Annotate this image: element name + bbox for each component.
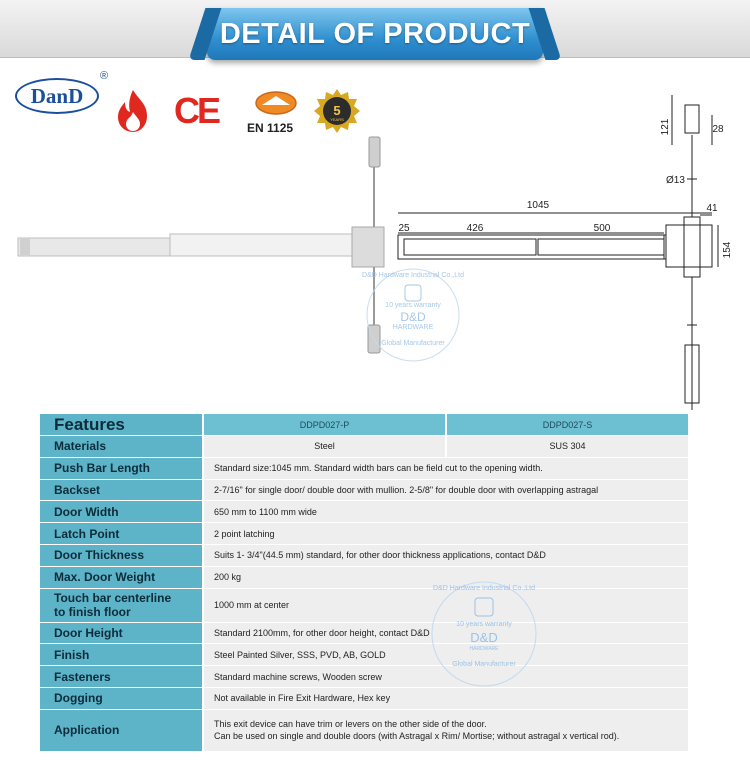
watermark-brand: D&D — [400, 310, 426, 324]
watermark2-company: D&D Hardware Industrial Co.,Ltd — [433, 585, 535, 592]
table-header-row — [40, 414, 688, 436]
table-row — [40, 523, 688, 545]
row-value: Standard 2100mm, for other door height, contact D&D — [202, 623, 688, 645]
table-row — [40, 458, 688, 480]
row-value: 1000 mm at center — [202, 589, 688, 623]
row-value: Standard machine screws, Wooden screw — [202, 666, 688, 688]
table-row — [40, 666, 688, 688]
table-row — [40, 589, 688, 623]
row-label: Door Height — [40, 623, 202, 645]
application-line1: This exit device can have trim or levers on the other side of the door. — [214, 719, 487, 730]
table-row — [40, 644, 688, 666]
row-value: Not available in Fire Exit Hardware, Hex key — [202, 688, 688, 710]
watermark2-brand: D&D — [470, 630, 498, 645]
table-row — [40, 480, 688, 502]
watermark-hardware: HARDWARE — [392, 324, 434, 331]
dim-121: 121 — [660, 118, 671, 136]
title-banner — [207, 8, 543, 60]
touchbar-label-line1: Touch bar centerline — [54, 591, 172, 606]
model-p-heading: DDPD027-P — [202, 414, 445, 436]
watermark-global: Global Manufacturer — [381, 340, 445, 347]
watermark-warranty: 10 years warranty — [385, 302, 441, 309]
brand-logo: DanD — [15, 78, 99, 114]
table-watermark — [424, 574, 544, 694]
material-p-value: Steel — [202, 436, 445, 458]
registered-mark: ® — [100, 70, 109, 82]
watermark2-global: Global Manufacturer — [452, 661, 516, 668]
dim-25: 25 — [398, 223, 410, 234]
row-label — [40, 589, 202, 623]
touchbar-label-line2: to finish floor — [54, 605, 131, 620]
table-row — [40, 710, 688, 752]
dimension-drawing — [398, 95, 718, 410]
row-value: Standard size:1045 mm. Standard width bars can be field cut to the opening width. — [202, 458, 688, 480]
dim-500: 500 — [593, 223, 611, 234]
en1125-label: EN 1125 — [247, 121, 294, 135]
dim-total: 1045 — [526, 200, 550, 211]
push-bar-photo — [18, 137, 384, 353]
dim-426: 426 — [466, 223, 484, 234]
table-row — [40, 545, 688, 567]
application-line2: Can be used on single and double doors (with Astragal x Rim/ Mortise; without astragal x vertical rod). — [214, 731, 620, 742]
warranty-badge-icon — [312, 88, 362, 134]
row-value: 2-7/16" for single door/ double door with mullion. 2-5/8" for double door with overlapping astragal — [202, 480, 688, 502]
row-label: Backset — [40, 480, 202, 502]
row-label: Application — [40, 710, 202, 752]
row-value: Suits 1- 3/4"(44.5 mm) standard, for other door thickness applications, contact D&D — [202, 545, 688, 567]
material-s-value: SUS 304 — [445, 436, 688, 458]
row-label: Latch Point — [40, 523, 202, 545]
features-heading: Features — [40, 414, 202, 436]
row-value — [202, 710, 688, 752]
row-label: Max. Door Weight — [40, 567, 202, 589]
table-row — [40, 436, 688, 458]
ce-mark-icon: CE — [174, 90, 219, 131]
table-row — [40, 623, 688, 645]
row-value: 200 kg — [202, 567, 688, 589]
svg-text:YEARS: YEARS — [330, 117, 344, 122]
watermark2-warranty: 10 years warranty — [456, 621, 512, 628]
row-label: Materials — [40, 436, 202, 458]
dim-154: 154 — [722, 241, 733, 259]
row-label: Door Width — [40, 501, 202, 523]
row-value: Steel Painted Silver, SSS, PVD, AB, GOLD — [202, 644, 688, 666]
dim-diameter: Ø13 — [666, 175, 685, 186]
model-s-heading: DDPD027-S — [445, 414, 688, 436]
dim-41: 41 — [706, 203, 718, 214]
table-row — [40, 501, 688, 523]
dim-28: 28 — [712, 124, 724, 135]
row-label: Dogging — [40, 688, 202, 710]
features-table — [40, 414, 688, 752]
row-value: 650 mm to 1100 mm wide — [202, 501, 688, 523]
table-row — [40, 567, 688, 589]
svg-text:5: 5 — [333, 103, 341, 118]
watermark2-hardware: HARDWARE — [469, 646, 499, 652]
table-row — [40, 688, 688, 710]
page-title: DETAIL OF PRODUCT — [219, 18, 531, 50]
fire-rated-icon — [113, 88, 153, 134]
row-label: Fasteners — [40, 666, 202, 688]
row-label: Door Thickness — [40, 545, 202, 567]
watermark-company: D&D Hardware Industrial Co.,Ltd — [362, 272, 464, 279]
en1125-icon — [254, 90, 298, 116]
row-label: Push Bar Length — [40, 458, 202, 480]
row-value: 2 point latching — [202, 523, 688, 545]
row-label: Finish — [40, 644, 202, 666]
